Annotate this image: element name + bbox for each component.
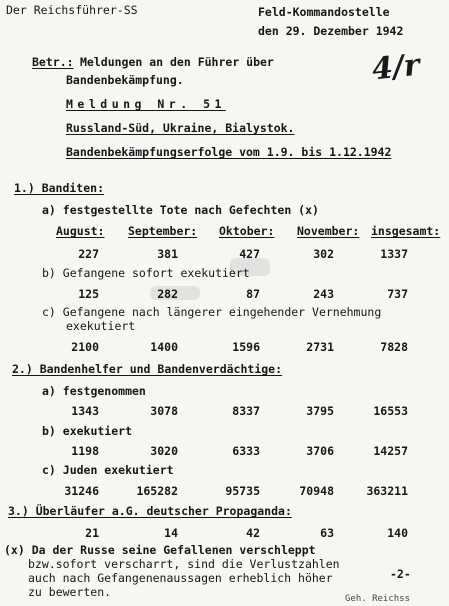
table-cell: 3078 [150, 404, 178, 418]
handwritten-mark: 4/r [370, 47, 422, 88]
table-cell: 63 [320, 526, 334, 540]
table-cell: 1198 [71, 444, 99, 458]
footnote-line-3: auch nach Gefangenenaussagen erheblich höher [28, 571, 333, 585]
table-cell: 14257 [373, 444, 408, 458]
table-cell: 1337 [380, 247, 408, 261]
col-oktober: Oktober: [219, 224, 275, 238]
table-row [0, 287, 449, 301]
table-cell: 6333 [232, 444, 260, 458]
table-cell: 227 [78, 247, 99, 261]
table-cell: 140 [387, 526, 408, 540]
table-cell: 165282 [136, 484, 178, 498]
table-cell: 3706 [306, 444, 334, 458]
bottom-note: Geh. Reichss [345, 594, 411, 604]
section-1-heading: 1.) Banditen: [14, 181, 105, 195]
table-cell: 243 [313, 287, 334, 301]
section-1b-label: b) Gefangene sofort exekutiert [42, 266, 250, 280]
table-row [0, 404, 449, 418]
section-2-heading: 2.) Bandenhelfer und Bandenverdächtige: [12, 362, 283, 376]
table-row [0, 484, 449, 498]
section-1c-label-2: exekutiert [66, 319, 136, 333]
table-cell: 125 [78, 287, 99, 301]
table-row [0, 247, 449, 261]
table-cell: 1400 [150, 340, 178, 354]
table-cell: 3795 [306, 404, 334, 418]
footnote-line-4: zu bewerten. [28, 585, 112, 599]
table-cell: 302 [313, 247, 334, 261]
sender-line: Der Reichsführer-SS [6, 3, 138, 17]
footnote-line-2: bzw.sofort verscharrt, sind die Verlustzahlen [28, 557, 340, 571]
subject-label: Betr.: [32, 55, 74, 69]
table-cell: 1343 [71, 404, 99, 418]
scan-smudge [150, 286, 200, 300]
section-3-heading: 3.) Überläufer a.G. deutscher Propaganda: [8, 504, 292, 518]
table-cell: 282 [157, 287, 178, 301]
report-title: Meldung Nr. 51 [66, 97, 226, 111]
section-1c-label-1: c) Gefangene nach längerer eingehender Vernehmung [42, 305, 382, 319]
date-line: den 29. Dezember 1942 [258, 24, 404, 38]
scan-smudge [230, 258, 270, 276]
table-cell: 8337 [232, 404, 260, 418]
col-november: November: [297, 224, 360, 238]
table-cell: 95735 [225, 484, 260, 498]
subject-line-1: Meldungen an den Führer über [80, 55, 274, 69]
table-cell: 21 [85, 526, 99, 540]
table-cell: 363211 [366, 484, 408, 498]
col-august: August: [56, 224, 105, 238]
table-cell: 1596 [232, 340, 260, 354]
location-line: Feld-Kommandostelle [258, 5, 390, 19]
table-cell: 7828 [380, 340, 408, 354]
page-number: -2- [390, 567, 411, 581]
col-september: September: [128, 224, 198, 238]
col-insgesamt: insgesamt: [371, 224, 441, 238]
table-cell: 737 [387, 287, 408, 301]
table-row [0, 340, 449, 354]
report-region: Russland-Süd, Ukraine, Bialystok. [66, 121, 295, 135]
section-1a-label: a) festgestellte Tote nach Gefechten (x) [42, 203, 319, 217]
report-period: Bandenbekämpfungserfolge vom 1.9. bis 1.12.1942 [66, 145, 392, 159]
footnote-line-1: (x) Da der Russe seine Gefallenen verschleppt [4, 543, 316, 557]
section-2a-label: a) festgenommen [42, 384, 146, 398]
table-cell: 42 [246, 526, 260, 540]
table-cell: 427 [239, 247, 260, 261]
table-cell: 3020 [150, 444, 178, 458]
table-cell: 2731 [306, 340, 334, 354]
table-cell: 14 [164, 526, 178, 540]
table-cell: 16553 [373, 404, 408, 418]
table-row [0, 526, 449, 540]
subject-line-2: Bandenbekämpfung. [66, 73, 184, 87]
table-cell: 2100 [71, 340, 99, 354]
table-row [0, 444, 449, 458]
table-cell: 31246 [64, 484, 99, 498]
table-cell: 381 [157, 247, 178, 261]
section-2b-label: b) exekutiert [42, 424, 133, 438]
section-2c-label: c) Juden exekutiert [42, 463, 174, 477]
column-headers [0, 224, 449, 238]
table-cell: 87 [246, 287, 260, 301]
table-cell: 70948 [299, 484, 334, 498]
